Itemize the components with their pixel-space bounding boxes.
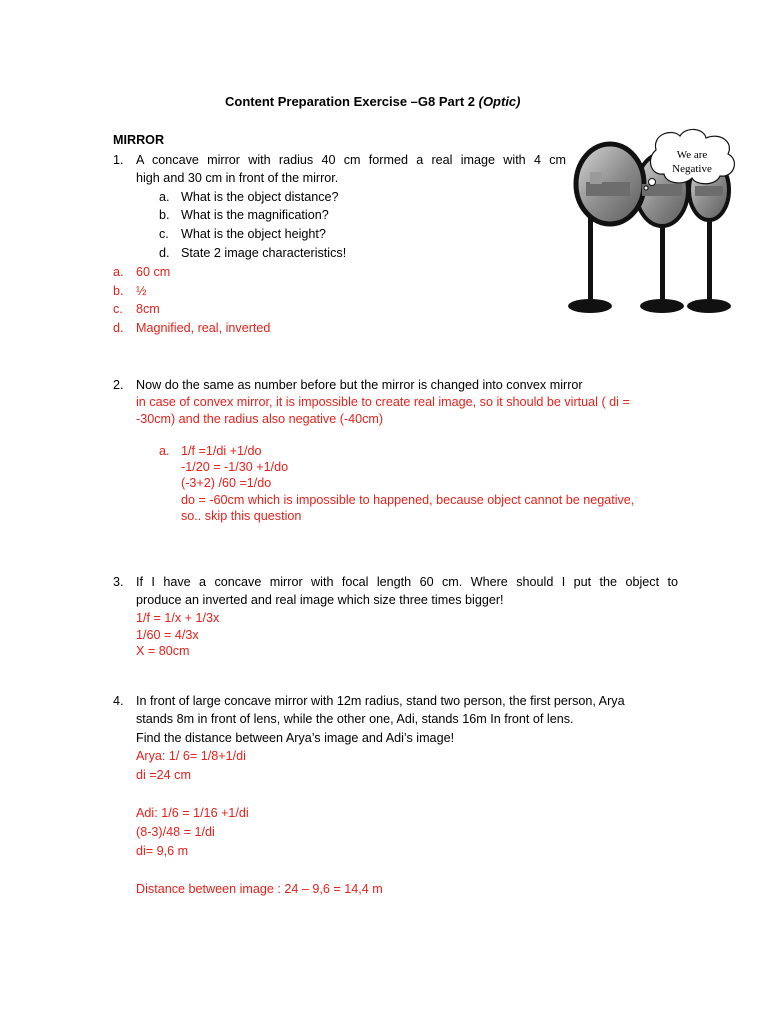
q1-sub-b: What is the magnification? — [181, 208, 329, 222]
section-heading: MIRROR — [113, 133, 165, 147]
q1-sub-a-letter: a. — [159, 190, 170, 204]
q4-adi-line3: di= 9,6 m — [136, 844, 189, 858]
q3-number: 3. — [113, 575, 124, 589]
convex-mirrors-illustration — [568, 128, 768, 324]
q3-work-line3: X = 80cm — [136, 644, 190, 658]
q3-work-line1: 1/f = 1/x + 1/3x — [136, 611, 220, 625]
q3-line2: produce an inverted and real image which size three times bigger! — [136, 593, 504, 607]
q2-answer-line1: in case of convex mirror, it is impossible to create real image, so it should be virtual ( di = — [136, 395, 630, 409]
q4-line1: In front of large concave mirror with 12m radius, stand two person, the first person, Arya — [136, 694, 625, 708]
title-main: Content Preparation Exercise –G8 Part 2 — [225, 94, 479, 109]
q1-answer-d-letter: d. — [113, 321, 124, 335]
q1-line2: high and 30 cm in front of the mirror. — [136, 171, 339, 185]
q4-number: 4. — [113, 694, 124, 708]
q2-work-line2: -1/20 = -1/30 +1/do — [181, 460, 289, 474]
q1-line1: A concave mirror with radius 40 cm formed a real image with 4 cm — [136, 153, 566, 167]
q2-work-line1: 1/f =1/di +1/do — [181, 444, 262, 458]
q2-answer-line2: -30cm) and the radius also negative (-40cm) — [136, 412, 384, 426]
q2-work-line5: so.. skip this question — [181, 509, 302, 523]
page-title — [225, 94, 521, 110]
q4-line2: stands 8m in front of lens, while the other one, Adi, stands 16m In front of lens. — [136, 712, 574, 726]
q1-answer-a: 60 cm — [136, 265, 171, 279]
q3-line1: If I have a concave mirror with focal length 60 cm. Where should I put the object to — [136, 575, 678, 589]
q4-adi-line1: Adi: 1/6 = 1/16 +1/di — [136, 806, 249, 820]
q1-answer-b: ½ — [136, 284, 147, 298]
q2-work-line4: do = -60cm which is impossible to happened, because object cannot be negative, — [181, 493, 635, 507]
q1-answer-c-letter: c. — [113, 302, 123, 316]
q2-number: 2. — [113, 378, 124, 392]
q1-number: 1. — [113, 153, 124, 167]
q2-line1: Now do the same as number before but the mirror is changed into convex mirror — [136, 378, 583, 392]
title-italic: (Optic) — [478, 94, 521, 109]
q4-arya-line1: Arya: 1/ 6= 1/8+1/di — [136, 749, 246, 763]
q4-arya-line2: di =24 cm — [136, 768, 191, 782]
q1-sub-d-letter: d. — [159, 246, 170, 260]
q1-sub-c: What is the object height? — [181, 227, 326, 241]
q2-work-letter: a. — [159, 444, 170, 458]
q1-answer-a-letter: a. — [113, 265, 124, 279]
q4-distance: Distance between image : 24 – 9,6 = 14,4 m — [136, 882, 383, 896]
bubble-line1: We are — [676, 149, 708, 161]
q1-answer-b-letter: b. — [113, 284, 124, 298]
q2-work-line3: (-3+2) /60 =1/do — [181, 476, 272, 490]
q1-sub-a: What is the object distance? — [181, 190, 339, 204]
q1-sub-d: State 2 image characteristics! — [181, 246, 347, 260]
q1-sub-c-letter: c. — [159, 227, 169, 241]
q1-sub-b-letter: b. — [159, 208, 170, 222]
q4-adi-line2: (8-3)/48 = 1/di — [136, 825, 215, 839]
bubble-line2: Negative — [672, 163, 712, 175]
q4-line3: Find the distance between Arya’s image and Adi’s image! — [136, 731, 455, 745]
q1-answer-d: Magnified, real, inverted — [136, 321, 271, 335]
q1-answer-c: 8cm — [136, 302, 160, 316]
q3-work-line2: 1/60 = 4/3x — [136, 628, 199, 642]
